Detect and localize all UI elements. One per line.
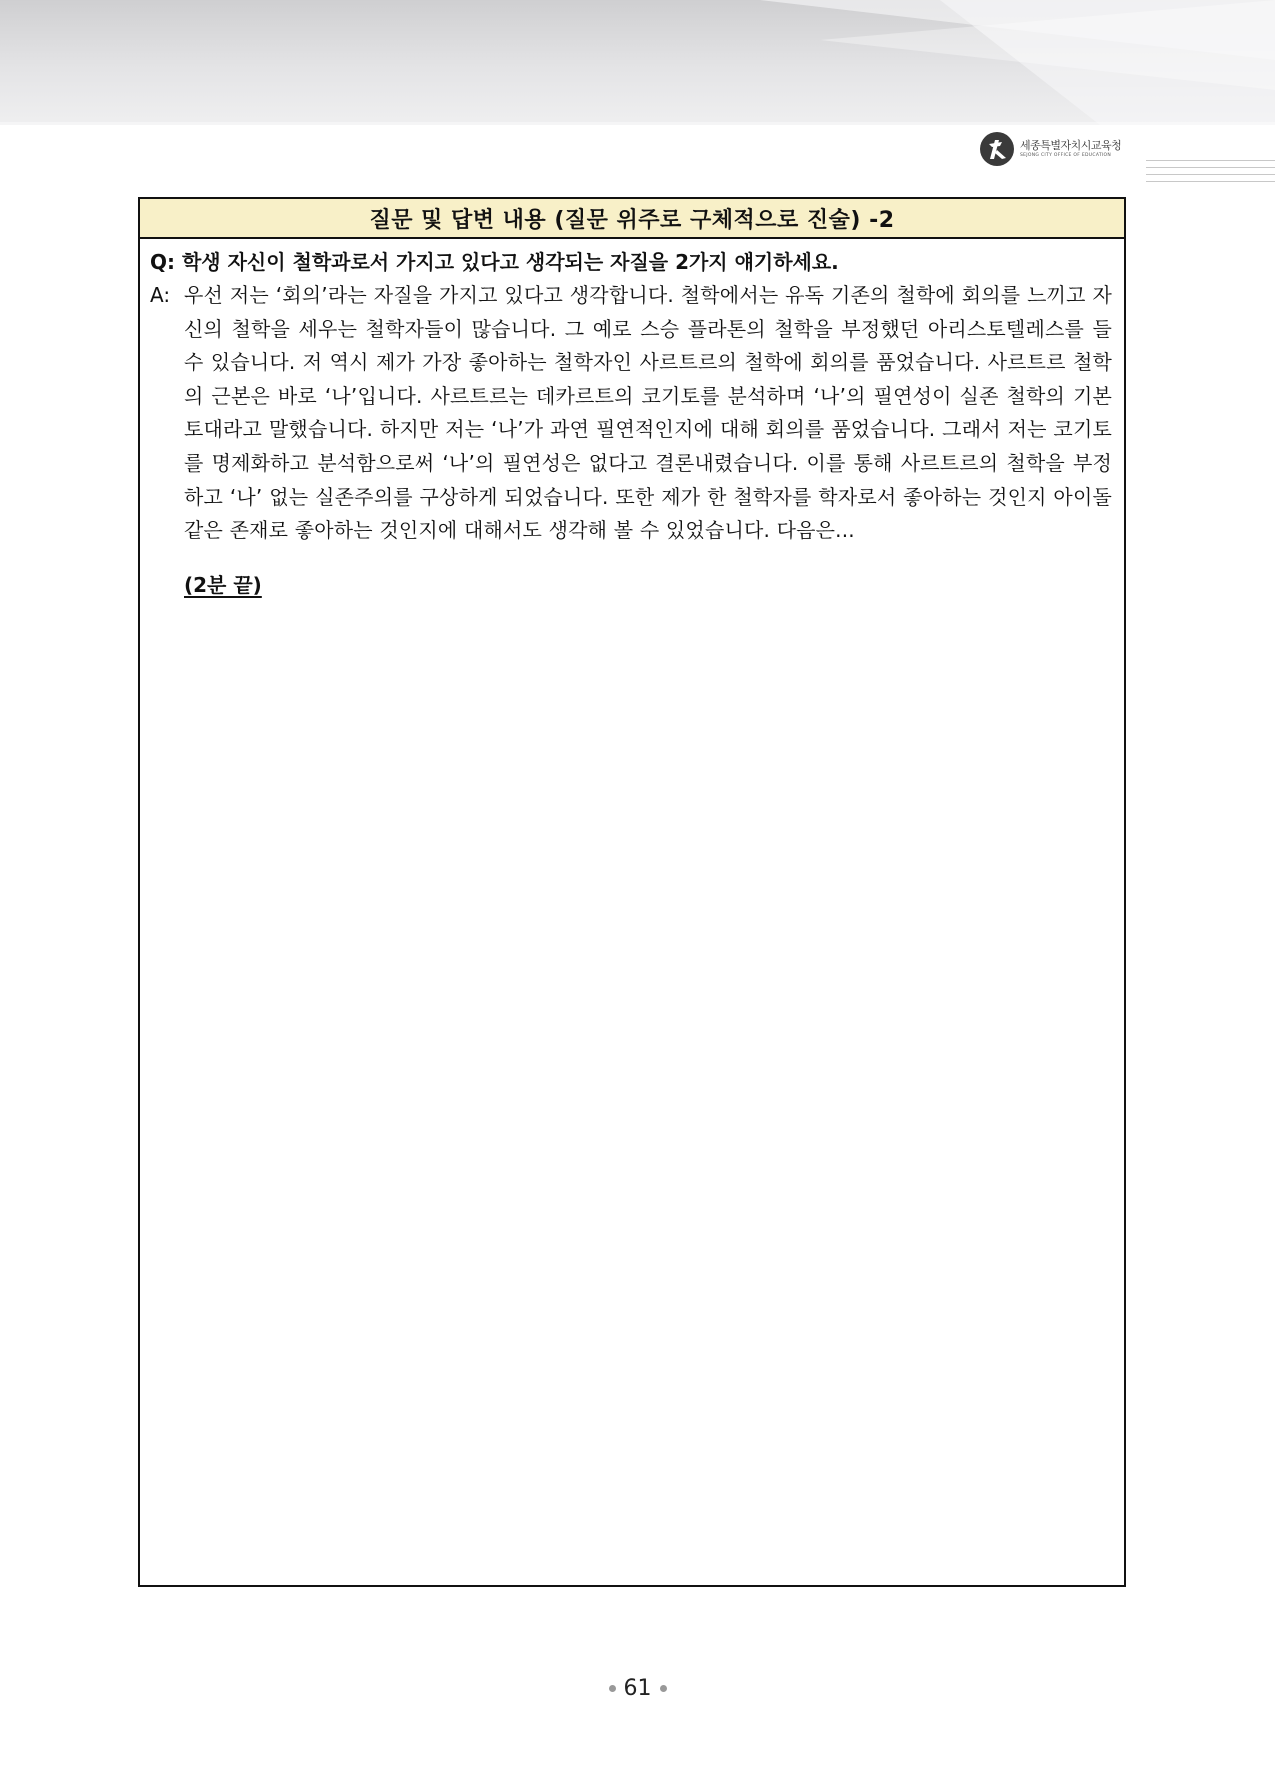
org-name-kr: 세종특별자치시교육청 [1020, 138, 1122, 152]
answer-text: 우선 저는 ‘회의’라는 자질을 가지고 있다고 생각합니다. 철학에서는 유독 기존의 철학에 회의를 느끼고 자신의 철학을 세우는 철학자들이 많습니다. 그 예로 스승 플라톤의 철학을 부정했던 아리스토텔레스를 들 수 있습니다. 저 역시 제가 가장 좋아하는 철학자인 사르트르의 철학에 회의를 품었습니다. 사르트르 철학의 근본은 바로 ‘나’입니다. 사르트르는 데카르트의 코기토를 분석하며 ‘나’의 필연성이 실존 철학의 기본 토대라고 말했습니다. 하지만 저는 ‘나’가 과연 필연적인지에 대해 회의를 품었습니다. 그래서 저는 코기토를 명제화하고 분석함으로써 ‘나’의 필연성은 없다고 결론내렸습니다. 이를 통해 사르트르의 철학을 부정하고 ‘나’ 없는 실존주의를 구상하게 되었습니다. 또한 제가 한 철학자를 학자로서 좋아하는 것인지 아이돌 같은 존재로 좋아하는 것인지에 대해서도 생각해 볼 수 있었습니다. 다음은... [184, 283, 1112, 543]
question [150, 245, 1114, 279]
question-text: 학생 자신이 철학과로서 가지고 있다고 생각되는 자질을 2가지 얘기하세요. [181, 250, 839, 274]
dot-left-icon [609, 1685, 616, 1692]
end-note-text: (2분 끝) [184, 572, 262, 597]
org-name-en: SEJONG CITY OFFICE OF EDUCATION [1020, 152, 1112, 158]
box-title: 질문 및 답변 내용 (질문 위주로 구체적으로 진술) -2 [140, 199, 1124, 239]
org-logo [980, 131, 1121, 167]
box-content [140, 239, 1124, 602]
answer [150, 279, 1114, 548]
org-emblem-icon [980, 132, 1014, 166]
header-banner [0, 0, 1275, 125]
page-number-text: 61 [623, 1676, 652, 1701]
page-number [0, 1676, 1275, 1701]
decorative-lines [1146, 160, 1275, 196]
answer-prefix: A: [150, 283, 171, 307]
qa-box [138, 197, 1126, 1587]
end-note [184, 568, 1114, 602]
question-prefix: Q: [150, 250, 175, 274]
dot-right-icon [660, 1685, 667, 1692]
